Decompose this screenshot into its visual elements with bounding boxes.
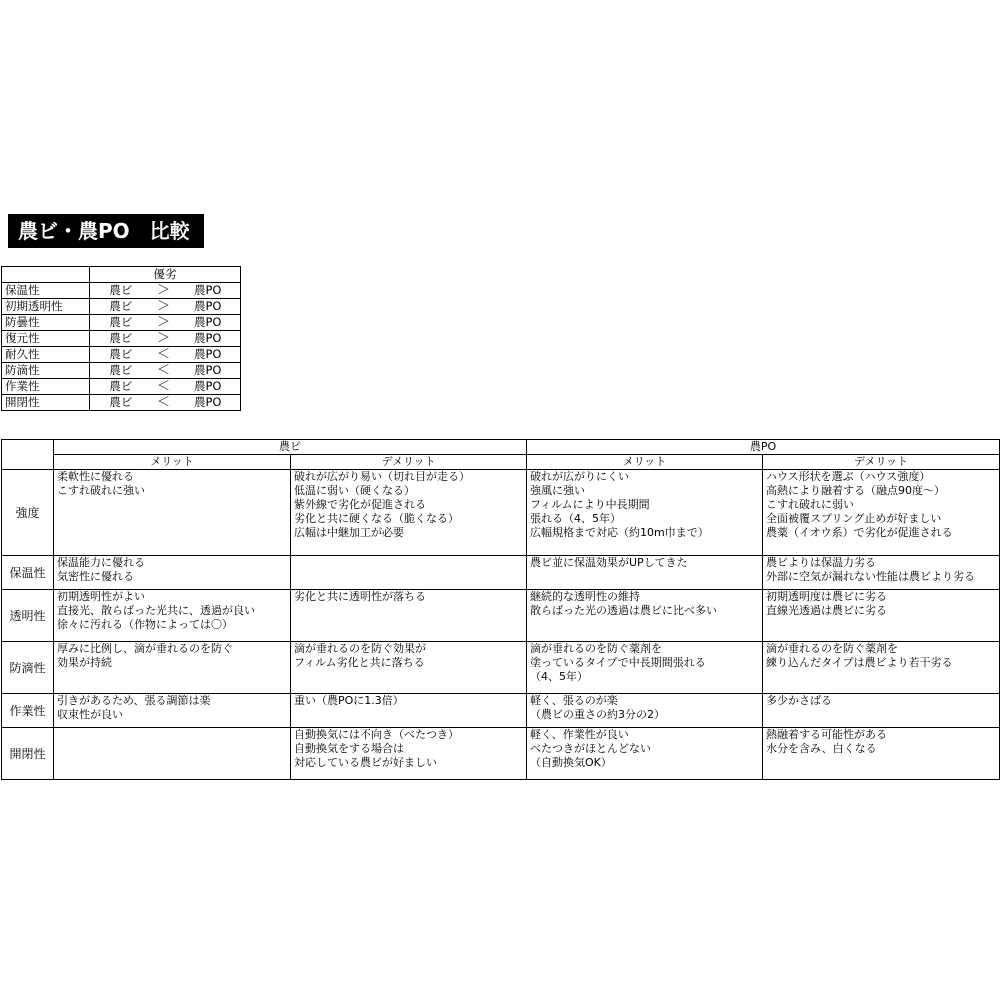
cell-noupo-merit — [527, 556, 763, 590]
summary-row-sign: ＞ — [152, 299, 176, 315]
summary-row-sign: ＜ — [152, 363, 176, 379]
cell-text-line: 広幅規格まで対応（約10m巾まで） — [530, 526, 709, 539]
cell-noupo-demerit — [763, 642, 1000, 694]
summary-row-label: 保温性 — [2, 283, 90, 299]
detail-row-label: 開閉性 — [2, 728, 54, 780]
cell-text-line: 対応している農ビが好ましい — [294, 756, 437, 769]
cell-text-line: 広幅は中継加工が必要 — [294, 526, 404, 539]
cell-text-line: 張れる（4、5年） — [530, 512, 621, 525]
cell-text-line: 自動換気には不向き（べたつき） — [294, 728, 459, 741]
summary-row — [2, 363, 241, 379]
cell-text-line: 柔軟性に優れる — [57, 470, 134, 483]
cell-text-line: 初期透明性がよい — [57, 590, 145, 603]
cell-text-line: ハウス形状を選ぶ（ハウス強度） — [766, 470, 931, 483]
cell-text-line: 自動換気をする場合は — [294, 742, 404, 755]
cell-text-line: 初期透明度は農ビに劣る — [766, 590, 887, 603]
cell-text-line: （農ビの重さの約3分の2） — [530, 708, 665, 721]
cell-text-line: 効果が持続 — [57, 656, 112, 669]
cell-text-line: （4、5年） — [530, 670, 588, 683]
cell-noubi-merit — [54, 642, 291, 694]
summary-table — [1, 266, 241, 411]
page-title: 農ビ・農PO 比較表 — [8, 214, 204, 248]
summary-row — [2, 379, 241, 395]
cell-text-line: 直接光、散らばった光共に、透過が良い — [57, 604, 255, 617]
cell-noubi-merit — [54, 590, 291, 642]
subheader-noupo-demerit: デメリット — [763, 455, 1000, 470]
cell-text-line: 熱融着する可能性がある — [766, 728, 887, 741]
detail-row — [2, 556, 1000, 590]
cell-noubi-merit — [54, 470, 291, 556]
cell-text-line: こすれ破れに強い — [57, 484, 145, 497]
summary-row — [2, 299, 241, 315]
cell-text-line: フィルムにより中長期間 — [530, 498, 650, 511]
summary-row-left: 農ビ — [90, 363, 152, 379]
cell-noubi-merit — [54, 556, 291, 590]
cell-text-line: 農ビ並に保温効果がUPしてきた — [530, 556, 688, 569]
summary-row-label: 初期透明性 — [2, 299, 90, 315]
cell-text-line: 保温能力に優れる — [57, 556, 145, 569]
summary-row-right: 農PO — [176, 363, 241, 379]
cell-text-line: 気密性に優れる — [57, 570, 134, 583]
summary-row-sign: ＞ — [152, 315, 176, 331]
cell-noubi-demerit — [291, 694, 527, 728]
comparison-detail-table — [1, 439, 1000, 780]
cell-text-line: 紫外線で劣化が促進される — [294, 498, 426, 511]
cell-text-line: 厚みに比例し、滴が垂れるのを防ぐ — [57, 642, 233, 655]
cell-text-line: 外部に空気が漏れない性能は農ビより劣る — [766, 570, 975, 583]
detail-row — [2, 590, 1000, 642]
group-header-noubi: 農ビ — [54, 440, 527, 455]
summary-corner-cell — [2, 267, 90, 283]
summary-row-sign: ＜ — [152, 379, 176, 395]
summary-row-label: 耐久性 — [2, 347, 90, 363]
cell-noupo-demerit — [763, 694, 1000, 728]
cell-noubi-demerit — [291, 642, 527, 694]
summary-row-sign: ＞ — [152, 283, 176, 299]
summary-row-sign: ＜ — [152, 347, 176, 363]
cell-noubi-merit — [54, 694, 291, 728]
cell-text-line: フィルム劣化と共に落ちる — [294, 656, 425, 669]
cell-text-line: 劣化と共に硬くなる（脆くなる） — [294, 512, 459, 525]
cell-noupo-merit — [527, 470, 763, 556]
cell-text-line: 直線光透過は農ビに劣る — [766, 604, 887, 617]
summary-row-left: 農ビ — [90, 299, 152, 315]
summary-row-left: 農ビ — [90, 379, 152, 395]
summary-row-sign: ＞ — [152, 331, 176, 347]
cell-text-line: 滴が垂れるのを防ぐ効果が — [294, 642, 426, 655]
detail-row — [2, 470, 1000, 556]
detail-corner-cell — [2, 440, 54, 470]
summary-row-left: 農ビ — [90, 283, 152, 299]
detail-row-label: 作業性 — [2, 694, 54, 728]
summary-row-right: 農PO — [176, 283, 241, 299]
summary-row — [2, 331, 241, 347]
summary-row — [2, 395, 241, 411]
detail-group-header-row — [2, 440, 1000, 455]
summary-row-right: 農PO — [176, 299, 241, 315]
cell-text-line: 散らばった光の透過は農ビに比べ多い — [530, 604, 717, 617]
cell-noupo-merit — [527, 642, 763, 694]
subheader-noubi-demerit: デメリット — [291, 455, 527, 470]
cell-noupo-demerit — [763, 470, 1000, 556]
cell-noupo-demerit — [763, 590, 1000, 642]
summary-row-label: 復元性 — [2, 331, 90, 347]
cell-noubi-merit — [54, 728, 291, 780]
cell-noubi-demerit — [291, 728, 527, 780]
detail-row-label: 防滴性 — [2, 642, 54, 694]
cell-text-line: 全面被覆スプリング止めが好ましい — [766, 512, 942, 525]
cell-noupo-merit — [527, 728, 763, 780]
cell-noupo-demerit — [763, 556, 1000, 590]
summary-row-left: 農ビ — [90, 395, 152, 411]
cell-text-line: 練り込んだタイプは農ビより若干劣る — [766, 656, 953, 669]
summary-row — [2, 347, 241, 363]
summary-row-label: 開閉性 — [2, 395, 90, 411]
cell-text-line: 高熱により融着する（融点90度～） — [766, 484, 945, 497]
group-header-noupo: 農PO — [527, 440, 1000, 455]
detail-row — [2, 694, 1000, 728]
summary-row-right: 農PO — [176, 379, 241, 395]
detail-row — [2, 728, 1000, 780]
cell-text-line: 収束性が良い — [57, 708, 123, 721]
detail-row-label: 保温性 — [2, 556, 54, 590]
summary-row-right: 農PO — [176, 315, 241, 331]
cell-text-line: 引きがあるため、張る調節は楽 — [57, 694, 211, 707]
cell-text-line: 劣化と共に透明性が落ちる — [294, 590, 426, 603]
cell-text-line: 強風に強い — [530, 484, 585, 497]
summary-row-left: 農ビ — [90, 315, 152, 331]
cell-noupo-merit — [527, 590, 763, 642]
cell-noupo-demerit — [763, 728, 1000, 780]
summary-header-ranking: 優劣 — [90, 267, 241, 283]
summary-row-left: 農ビ — [90, 331, 152, 347]
cell-text-line: 塗っているタイプで中長期間張れる — [530, 656, 706, 669]
cell-text-line: （自動換気OK） — [530, 756, 612, 769]
summary-row-label: 防滴性 — [2, 363, 90, 379]
summary-row-sign: ＜ — [152, 395, 176, 411]
cell-text-line: 軽く、作業性が良い — [530, 728, 629, 741]
cell-text-line: 滴が垂れるのを防ぐ薬剤を — [766, 642, 898, 655]
cell-text-line: 低温に弱い（硬くなる） — [294, 484, 415, 497]
cell-text-line: 徐々に汚れる（作物によっては〇） — [57, 618, 233, 631]
subheader-noubi-merit: メリット — [54, 455, 291, 470]
cell-noubi-demerit — [291, 590, 527, 642]
subheader-noupo-merit: メリット — [527, 455, 763, 470]
cell-noubi-demerit — [291, 470, 527, 556]
detail-row-label: 強度 — [2, 470, 54, 556]
cell-text-line: 破れが広がりにくい — [530, 470, 629, 483]
summary-row-right: 農PO — [176, 331, 241, 347]
detail-subheader-row — [2, 455, 1000, 470]
cell-text-line: 農ビよりは保温力劣る — [766, 556, 876, 569]
cell-text-line: 農薬（イオウ系）で劣化が促進される — [766, 526, 953, 539]
summary-row — [2, 283, 241, 299]
cell-noupo-merit — [527, 694, 763, 728]
cell-text-line: こすれ破れに弱い — [766, 498, 854, 511]
cell-text-line: 多少かさばる — [766, 694, 832, 707]
summary-row-right: 農PO — [176, 395, 241, 411]
summary-row-label: 作業性 — [2, 379, 90, 395]
cell-text-line: 水分を含み、白くなる — [766, 742, 877, 755]
cell-text-line: べたつきがほとんどない — [530, 742, 651, 755]
cell-text-line: 破れが広がり易い（切れ目が走る） — [294, 470, 470, 483]
detail-row — [2, 642, 1000, 694]
cell-text-line: 継続的な透明性の維持 — [530, 590, 640, 603]
summary-row-label: 防曇性 — [2, 315, 90, 331]
detail-row-label: 透明性 — [2, 590, 54, 642]
cell-text-line: 重い（農POに1.3倍） — [294, 694, 404, 707]
cell-text-line: 滴が垂れるのを防ぐ薬剤を — [530, 642, 662, 655]
summary-row — [2, 315, 241, 331]
summary-row-left: 農ビ — [90, 347, 152, 363]
summary-header-row — [2, 267, 241, 283]
cell-noubi-demerit — [291, 556, 527, 590]
summary-row-right: 農PO — [176, 347, 241, 363]
cell-text-line: 軽く、張るのが楽 — [530, 694, 618, 707]
